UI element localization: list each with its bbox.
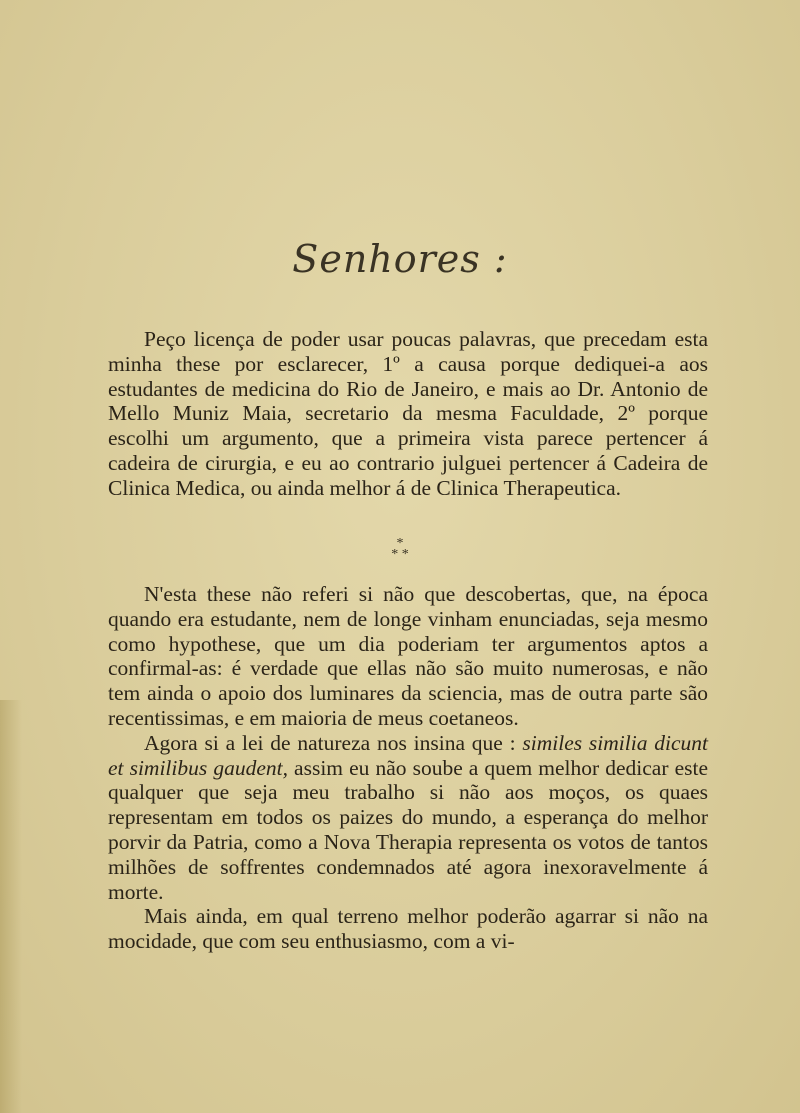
page-edge-stain — [0, 700, 22, 1113]
dedication-text-after: assim eu não soube a quem melhor dedicar este qualquer que seja meu trabalho si não aos moços, os quaes representam em todos os paizes do mundo, a esperança do melhor porvir da Patria, como a Nova Therapia representa os votos de tantos milhões de soffrentes condemnados até agora inexoravelmente á morte. — [108, 755, 709, 904]
paragraph-intro: Peço licença de poder usar poucas palavras, que precedam esta minha these por esclarecer, 1º a causa porque dediquei-a aos estudantes de medicina do Rio de Janeiro, e mais ao Dr. Antonio de Mello Muniz Maia, secretario da mesma Faculdade, 2º porque escolhi um argumento, que a primeira vista parece pertencer á cadeira de cirurgia, e eu ao contrario julguei pertencer á Cadeira de Clinica Medica, ou ainda melhor á de Clinica Therapeutica. — [108, 327, 708, 500]
asterism-divider — [0, 538, 800, 560]
dedication-text-before: Agora si a lei de natureza nos insina que : — [144, 730, 516, 755]
salutation-heading: Senhores : — [292, 237, 508, 281]
paragraph-youth: Mais ainda, em qual terreno melhor poderão agarrar si não na mocidade, que com seu enthusiasmo, com a vi- — [108, 904, 708, 954]
asterism-bottom: * * — [391, 547, 409, 562]
latin-quote: similes similia dicunt et similibus gaudent, — [108, 730, 708, 780]
second-section — [108, 582, 708, 954]
first-section — [108, 327, 708, 501]
paragraph-dedication — [108, 731, 708, 905]
asterism-top: * — [396, 536, 404, 551]
paragraph-discoveries: N'esta these não referi si não que descobertas, que, na época quando era estudante, nem de longe vinham enunciadas, seja mesmo como hypothese, que um dia poderiam ter argumentos aptos a confirmal-as: é verdade que ellas não são muito numerosas, e não tem ainda o apoio dos luminares da sciencia, mas de outra parte são recentissimas, e em maioria de meus coetaneos. — [108, 582, 708, 730]
